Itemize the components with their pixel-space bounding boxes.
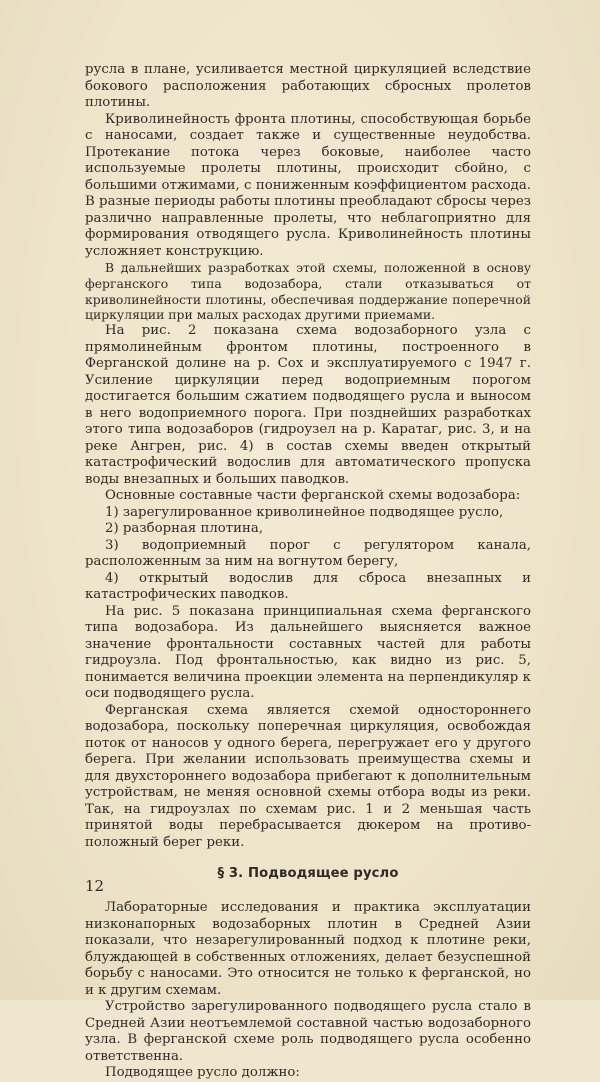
paragraph-channel-must: Подводящее русло должно: [105,1065,300,1081]
paragraph-fig5-description: На рис. 5 показана принципиальная схема ферганского типа водозабора. Из дальнейшего выясняется важное значение фронтальности составных частей для работы гидроузла. Под фронтальностью, как видно из рис. 5, понимается величина проекции элемента на перпендикуляр к оси подводящего русла. [85,603,531,702]
paragraph-curvilinear-front: Криволинейность фронта плотины, способствующая борьбе с наносами, создает также и существенные неудобства. Протекание потока через боковые, наиболее часто используемые пролеты плотины, происходит сбойно, с большими отжимами, с пониженным коэффициентом расхода. В разные периоды работы плотины преобладают сбросы через различно направленные пролеты, что неблагоприятно для формирования отводящего русла. Криволинейность плотины усложняет конструкцию. [85,111,531,259]
paragraph-one-sided-intake: Ферганская схема является схемой одностороннего водозабора, поскольку поперечная циркуляция, освобождая поток от наносов у одного берега, перегружает его у другого берега. При желании использовать преимущества схемы и для двухстороннего водозабора прибегают к дополнительным устройствам, не меняя основной схемы отбора воды из реки. Так, на гидроузлах по схемам рис. 1 и 2 меньшая часть принятой воды перебрасывается дюкером на противоположный берег реки. [85,702,531,850]
list-item: 2) разборная плотина, [105,521,264,537]
list-item: 4) открытый водослив для сброса внезапных и катастрофических паводков. [85,570,531,603]
text-column [85,62,531,1082]
paragraph-lab-research: Лабораторные исследования и практика эксплуатации низконапорных водозаборных плотин в Средней Азии показали, что незарегулированный подход к плотине реки, блуждающей в собственных отложениях, делает безуспешной борьбу с наносами. Это относится не только к ферганской, но и к другим схемам. [85,900,531,998]
paragraph-fig2-description: На рис. 2 показана схема водозаборного узла с прямолинейным фронтом плотины, построенного в Ферганской долине на р. Сох и эксплуатируемого с 1947 г. Усиление циркуляции перед водоприемным порогом достигается большим сжатием подводящего русла и выносом в него водоприемного порога. При позднейших разработках этого типа водозаборов (гидроузел на р. Каратаг, рис. 3, и на реке Ангрен, рис. 4) в состав схемы введен открытый катастрофический водослив для автоматического пропуска воды внезапных и больших паводков. [85,323,531,487]
paragraph-further-development: В дальнейших разработках этой схемы, положенной в основу ферганского типа водозабора, стали отказываться от криволинейности плотины, обеспечивая поддержание поперечной циркуляции при малых расходах другими приемами. [85,260,531,323]
section-heading: § 3. Подводящее русло [217,866,399,882]
list-item: 3) водоприемный порог с регулятором канала, расположенным за ним на вогнутом берегу, [85,537,531,570]
paragraph-components-intro: Основные составные части ферганской схемы водозабора: [105,488,521,504]
paragraph-regulated-channel: Устройство зарегулированного подводящего русла стало в Средней Азии неотъемлемой составной частью водозаборного узла. В ферганской схеме роль подводящего русла особенно ответственна. [85,999,531,1064]
list-item: 1) зарегулированное криволинейное подводящее русло, [105,504,504,520]
page-number: 12 [85,877,105,895]
paragraph-continuation: русла в плане, усиливается местной циркуляцией вследствие бокового расположения работающих сбросных пролетов плотины. [85,62,531,110]
